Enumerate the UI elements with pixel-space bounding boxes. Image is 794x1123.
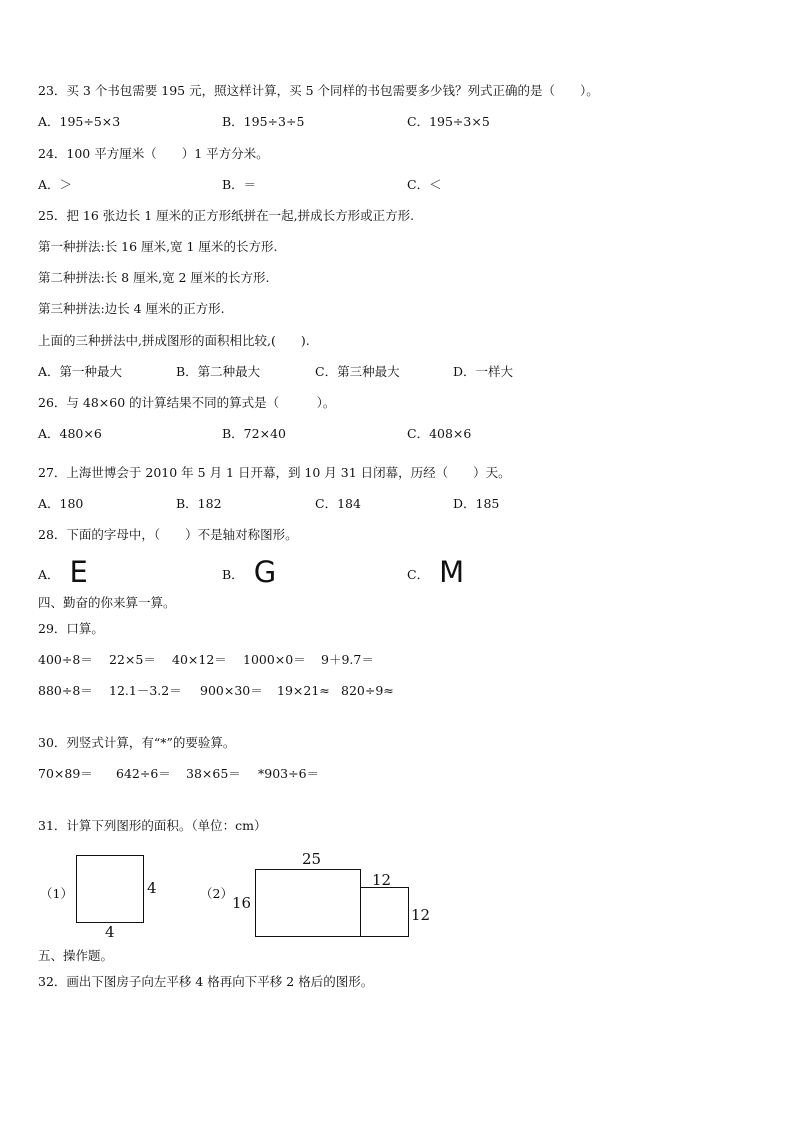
q28-option-c-label: C．	[407, 567, 430, 582]
q23-stem: 23．买 3 个书包需要 195 元，照这样计算，买 5 个同样的书包需要多少钱？列式正确的是（ ）。	[38, 83, 599, 98]
section-5-heading: 五、操作题。	[38, 948, 114, 963]
q29-r2-c5: 820÷9≈	[341, 683, 394, 698]
figure-2-left-label: 16	[232, 894, 252, 912]
q28-stem: 28．下面的字母中，（ ）不是轴对称图形。	[38, 527, 298, 542]
q27-option-c: C．184	[315, 496, 361, 511]
q29-r2-c1: 880÷8＝	[38, 683, 93, 698]
letter-e: E	[69, 555, 88, 589]
figure-1-square	[76, 855, 144, 923]
q25-option-a: A．第一种最大	[38, 364, 123, 379]
q28-option-a	[38, 555, 88, 589]
q27-option-a: A．180	[38, 496, 84, 511]
q29-r1-c5: 9＋9.7＝	[321, 652, 374, 667]
letter-m: M	[439, 555, 465, 589]
q23-option-a: A．195÷5×3	[38, 114, 121, 129]
q25-line2: 第二种拼法:长 8 厘米,宽 2 厘米的长方形.	[38, 270, 270, 285]
figure-1-label: （1）	[40, 886, 73, 901]
q30-stem: 30．列竖式计算，有“*”的要验算。	[38, 735, 236, 750]
q31-stem: 31．计算下列图形的面积。（单位：cm）	[38, 818, 267, 833]
q29-r2-c4: 19×21≈	[277, 683, 330, 698]
figure-2-small-square	[360, 887, 409, 937]
letter-g: G	[253, 555, 277, 589]
figure-2-large-rectangle	[255, 869, 361, 937]
q27-option-d: D．185	[453, 496, 500, 511]
q25-line1: 第一种拼法:长 16 厘米,宽 1 厘米的长方形.	[38, 239, 278, 254]
figure-1-side-label: 4	[147, 879, 157, 897]
q29-r1-c3: 40×12＝	[172, 652, 227, 667]
q25-line4: 上面的三种拼法中,拼成图形的面积相比较,( ).	[38, 333, 310, 348]
q28-option-b	[222, 555, 277, 589]
q30-c1: 70×89＝	[38, 766, 93, 781]
q23-option-c: C．195÷3×5	[407, 114, 490, 129]
q25-option-c: C．第三种最大	[315, 364, 400, 379]
q26-option-b: B．72×40	[222, 426, 286, 441]
q26-option-a: A．480×6	[38, 426, 102, 441]
q30-c2: 642÷6＝	[116, 766, 171, 781]
q29-r2-c3: 900×30＝	[200, 683, 263, 698]
q29-r1-c1: 400÷8＝	[38, 652, 93, 667]
q24-option-b: B．＝	[222, 177, 257, 192]
section-4-heading: 四、勤奋的你来算一算。	[38, 595, 176, 610]
q28-option-c	[407, 555, 465, 589]
q32-stem: 32．画出下图房子向左平移 4 格再向下平移 2 格后的图形。	[38, 974, 374, 989]
q26-option-c: C．408×6	[407, 426, 472, 441]
q27-stem: 27．上海世博会于 2010 年 5 月 1 日开幕，到 10 月 31 日闭幕，历经（ ）天。	[38, 465, 511, 480]
q24-option-c: C．＜	[407, 177, 442, 192]
q29-stem: 29．口算。	[38, 621, 104, 636]
q30-c3: 38×65＝	[186, 766, 241, 781]
figure-2-small-right-label: 12	[411, 906, 431, 924]
q29-r1-c4: 1000×0＝	[243, 652, 306, 667]
q25-option-d: D．一样大	[453, 364, 514, 379]
q29-r2-c2: 12.1－3.2＝	[109, 683, 182, 698]
q27-option-b: B．182	[176, 496, 222, 511]
q25-stem: 25．把 16 张边长 1 厘米的正方形纸拼在一起,拼成长方形或正方形.	[38, 208, 415, 223]
figure-1-bottom-label: 4	[105, 923, 115, 941]
q24-stem: 24．100 平方厘米（ ）1 平方分米。	[38, 146, 269, 161]
q28-option-a-label: A．	[38, 567, 60, 582]
q25-option-b: B．第二种最大	[176, 364, 261, 379]
q30-c4: *903÷6＝	[258, 766, 320, 781]
q26-stem: 26．与 48×60 的计算结果不同的算式是（ ）。	[38, 395, 336, 410]
figure-2-small-top-label: 12	[372, 871, 392, 889]
q23-option-b: B．195÷3÷5	[222, 114, 305, 129]
q28-option-b-label: B．	[222, 567, 244, 582]
figure-2-label: （2）	[200, 886, 233, 901]
q24-option-a: A．＞	[38, 177, 73, 192]
q25-line3: 第三种拼法:边长 4 厘米的正方形.	[38, 301, 225, 316]
figure-2-top-label: 25	[302, 850, 322, 868]
q29-r1-c2: 22×5＝	[109, 652, 156, 667]
